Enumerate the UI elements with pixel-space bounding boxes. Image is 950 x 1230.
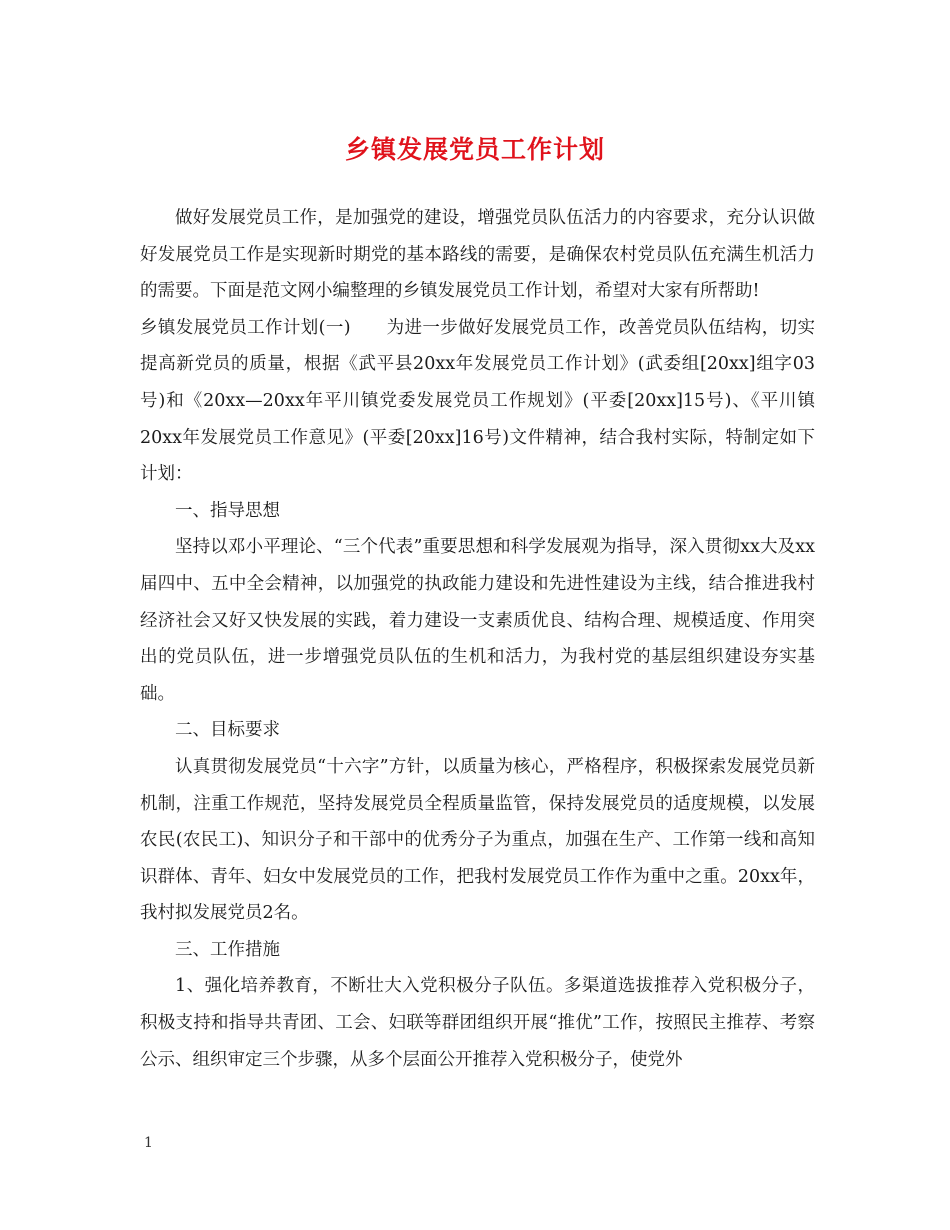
document-body xyxy=(140,200,815,1078)
paragraph: 坚持以邓小平理论、“三个代表”重要思想和科学发展观为指导，深入贯彻xx大及xx届四中、五中全会精神，以加强党的执政能力建设和先进性建设为主线，结合推进我村经济社会又好又快发展的实践，着力建设一支素质优良、结构合理、规模适度、作用突出的党员队伍，进一步增强党员队伍的生机和活力，为我村党的基层组织建设夯实基础。 xyxy=(140,537,815,704)
document-title: 乡镇发展党员工作计划 xyxy=(344,135,605,164)
page-number: 1 xyxy=(144,1135,153,1151)
paragraph: 认真贯彻发展党员“十六字”方针，以质量为核心，严格程序，积极探索发展党员新机制，注重工作规范，坚持发展党员全程质量监管，保持发展党员的适度规模，以发展农民(农民工)、知识分子和干部中的优秀分子为重点，加强在生产、工作第一线和高知识群体、青年、妇女中发展党员的工作，把我村发展党员工作作为重中之重。20xx年，我村拟发展党员2名。 xyxy=(140,756,815,924)
paragraph: 乡镇发展党员工作计划(一) 为进一步做好发展党员工作，改善党员队伍结构，切实提高新党员的质量，根据《武平县20xx年发展党员工作计划》(武委组[20xx]组字03号)和《20xx—20xx年平川镇党委发展党员工作规划》(平委[20xx]15号)、《平川镇20xx年发展党员工作意见》(平委[20xx]16号)文件精神，结合我村实际，特制定如下计划： xyxy=(140,317,815,485)
paragraph: 1、强化培养教育，不断壮大入党积极分子队伍。多渠道选拔推荐入党积极分子，积极支持和指导共青团、工会、妇联等群团组织开展“推优”工作，按照民主推荐、考察公示、组织审定三个步骤，从多个层面公开推荐入党积极分子，使党外 xyxy=(140,976,815,1070)
section-heading: 三、工作措施 xyxy=(175,939,280,960)
paragraph: 做好发展党员工作，是加强党的建设，增强党员队伍活力的内容要求，充分认识做好发展党员工作是实现新时期党的基本路线的需要，是确保农村党员队伍充满生机活力的需要。下面是范文网小编整理的乡镇发展党员工作计划，希望对大家有所帮助! xyxy=(140,208,815,302)
section-heading: 二、目标要求 xyxy=(175,720,280,741)
section-heading: 一、指导思想 xyxy=(175,500,280,521)
